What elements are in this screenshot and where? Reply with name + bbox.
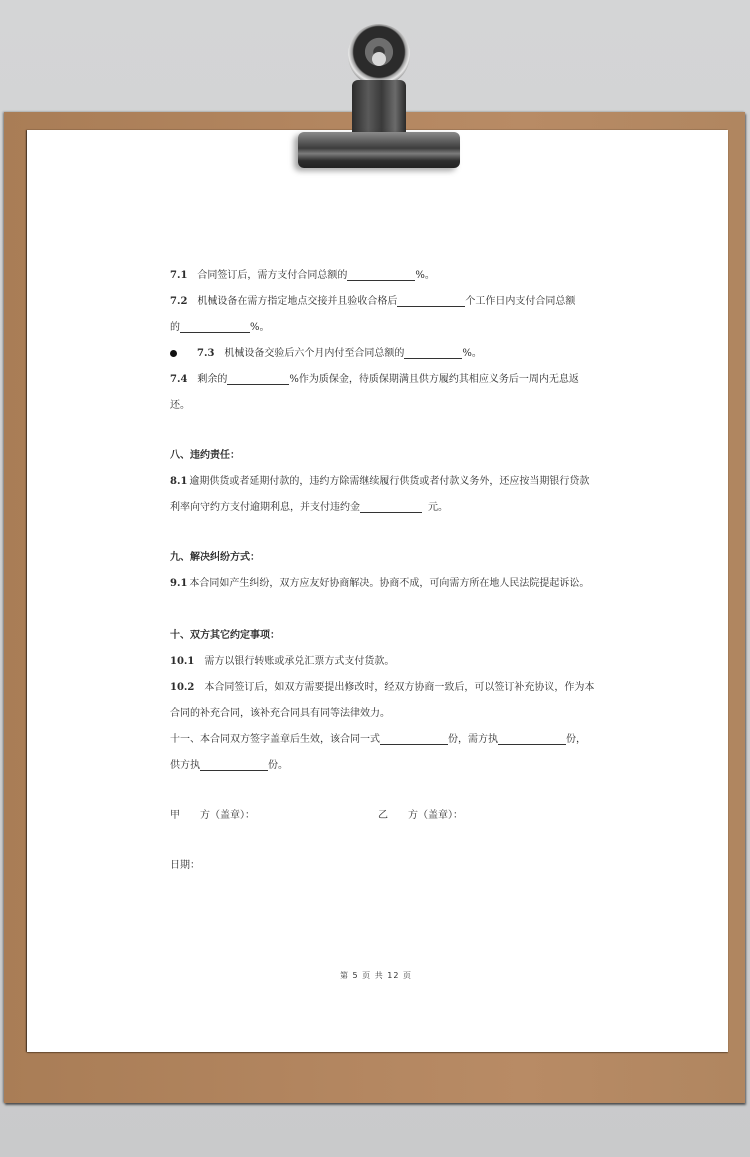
clip-bar — [298, 132, 460, 168]
page-number: 第 5 页 共 12 页 — [340, 971, 412, 980]
clip-hole — [372, 52, 386, 66]
blank-field[interactable] — [404, 349, 462, 359]
clause-10-2-cont: 合同的补充合同，该补充合同具有同等法律效力。 — [170, 708, 390, 719]
clause-8-1-cont: 利率向守约方支付逾期利息，并支付违约金 元。 — [170, 502, 448, 513]
clause-10-2: 10.2 本合同签订后，如双方需要提出修改时，经双方协商一致后，可以签订补充协议，作为本 — [170, 682, 595, 693]
date-label: 日期： — [170, 860, 200, 871]
clause-11: 十一、本合同双方签字盖章后生效，该合同一式 份，需方执 份， — [170, 734, 586, 745]
blank-field[interactable] — [397, 297, 465, 307]
blank-field[interactable] — [360, 503, 422, 513]
section-8-heading: 八、违约责任： — [170, 450, 240, 461]
blank-field[interactable] — [347, 271, 415, 281]
clause-7-2-cont: 的 %。 — [170, 322, 270, 333]
clause-7-2: 7.2 机械设备在需方指定地点交接并且验收合格后 个工作日内支付合同总额 — [170, 296, 576, 307]
blank-field[interactable] — [180, 323, 250, 333]
section-9-heading: 九、解决纠纷方式： — [170, 552, 260, 563]
binder-clip — [290, 24, 466, 174]
section-10-heading: 十、双方其它约定事项： — [170, 630, 280, 641]
clause-7-3: 7.3 机械设备交验后六个月内付至合同总额的 %。 — [170, 344, 482, 359]
clause-9-1: 9.1 本合同如产生纠纷，双方应友好协商解决。协商不成，可向需方所在地人民法院提起诉讼。 — [170, 578, 590, 589]
party-b-seal: 乙 方（盖章）： — [378, 810, 463, 821]
party-a-seal: 甲 方（盖章）： — [170, 810, 255, 821]
clause-7-1: 7.1 合同签订后，需方支付合同总额的 %。 — [170, 270, 435, 281]
clip-neck — [352, 80, 406, 136]
clause-10-1: 10.1 需方以银行转账或承兑汇票方式支付货款。 — [170, 656, 395, 667]
blank-field[interactable] — [498, 735, 566, 745]
clause-7-4-cont: 还。 — [170, 400, 190, 411]
blank-field[interactable] — [227, 375, 289, 385]
bullet-icon — [170, 350, 177, 357]
clause-11-cont: 供方执 份。 — [170, 760, 288, 771]
blank-field[interactable] — [200, 761, 268, 771]
blank-field[interactable] — [380, 735, 448, 745]
clause-8-1: 8.1 逾期供货或者延期付款的，违约方除需继续履行供货或者付款义务外，还应按当期银行贷款 — [170, 476, 590, 487]
clause-7-4: 7.4 剩余的 %作为质保金，待质保期满且供方履约其相应义务后一周内无息返 — [170, 374, 579, 385]
